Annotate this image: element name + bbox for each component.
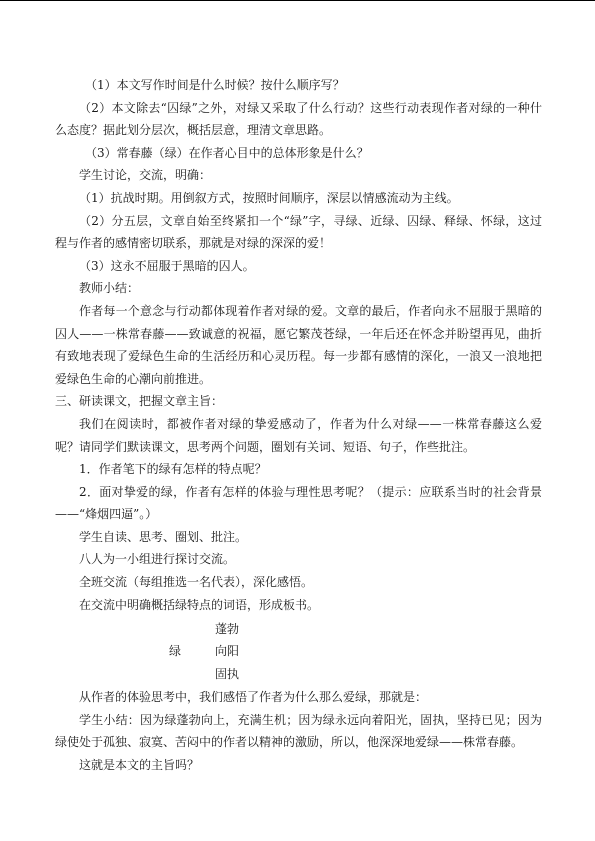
- question-3: （3）常春藤（绿）在作者心目中的总体形象是什么？: [85, 145, 369, 160]
- board-item-2: 向阳: [215, 644, 240, 659]
- problem-2: 2．面对挚爱的绿，作者有怎样的体验与理性思考呢？（提示：应联系当时的社会背景——“烽烟四逼”。）: [55, 484, 542, 522]
- answer-2: （2）分五层，文章自始至终紧扣一个“绿”字，寻绿、近绿、囚绿、释绿、怀绿，这过程与作者的感情密切联系，那就是对绿的深深的爱！: [55, 213, 542, 251]
- question-2: （2）本文除去“囚绿”之外，对绿又采取了什么行动？这些行动表现作者对绿的一种什么态度？据此划分层次，概括层意，理清文章思路。: [55, 100, 542, 138]
- section-heading-3: 三、研读课文，把握文章主旨：: [55, 394, 224, 409]
- board-item-1: 蓬勃: [215, 622, 240, 637]
- discussion-intro: 学生讨论，交流，明确：: [79, 168, 212, 183]
- activity-2: 八人为一小组进行探讨交流。: [79, 552, 236, 567]
- board-item-3: 固执: [215, 667, 240, 682]
- activity-3: 全班交流（每组推选一名代表），深化感悟。: [79, 575, 314, 590]
- answer-3: （3）这永不屈服于黑暗的囚人。: [79, 258, 255, 273]
- activity-1: 学生自读、思考、圈划、批注。: [79, 529, 248, 544]
- board-diagram: [55, 616, 542, 686]
- board-root: 绿: [169, 644, 182, 659]
- document-body: [55, 74, 542, 777]
- reading-prompt: 我们在阅读时，都被作者对绿的挚爱感动了，作者为什么对绿——一株常春藤这么爱呢？请同学们默读课文，思考两个问题，圈划有关词、短语、句子，作些批注。: [55, 416, 542, 454]
- teacher-summary-text: 作者每一个意念与行动都体现着作者对绿的爱。文章的最后，作者向永不屈服于黑暗的囚人——一株常春藤——致诚意的祝福，愿它繁茂苍绿，一年后还在怀念并盼望再见，曲折有致地表现了爱绿色生命的生活经历和心灵历程。每一步都有感情的深化，一浪又一浪地把爱绿色生命的心潮向前推进。: [55, 303, 542, 386]
- problem-1: 1．作者笔下的绿有怎样的特点呢？: [79, 462, 267, 477]
- top-rule: [0, 0, 595, 1]
- student-summary: 学生小结：因为绿蓬勃向上，充满生机；因为绿永远向着阳光，固执，坚持已见；因为绿使处于孤独、寂寞、苦闷中的作者以精神的激励，所以，他深深地爱绿——株常春藤。: [55, 712, 542, 750]
- activity-4: 在交流中明确概括绿特点的词语，形成板书。: [79, 597, 320, 612]
- answer-1: （1）抗战时期。用倒叙方式，按照时间顺序，深层以情感流动为主线。: [79, 190, 459, 205]
- reflection-intro: 从作者的体验思考中，我们感悟了作者为什么那么爱绿，那就是：: [79, 690, 428, 705]
- closing-question: 这就是本文的主旨吗？: [79, 758, 200, 773]
- question-1: （1）本文写作时间是什么时候？按什么顺序写？: [85, 78, 345, 92]
- teacher-summary-heading: 教师小结：: [79, 281, 140, 296]
